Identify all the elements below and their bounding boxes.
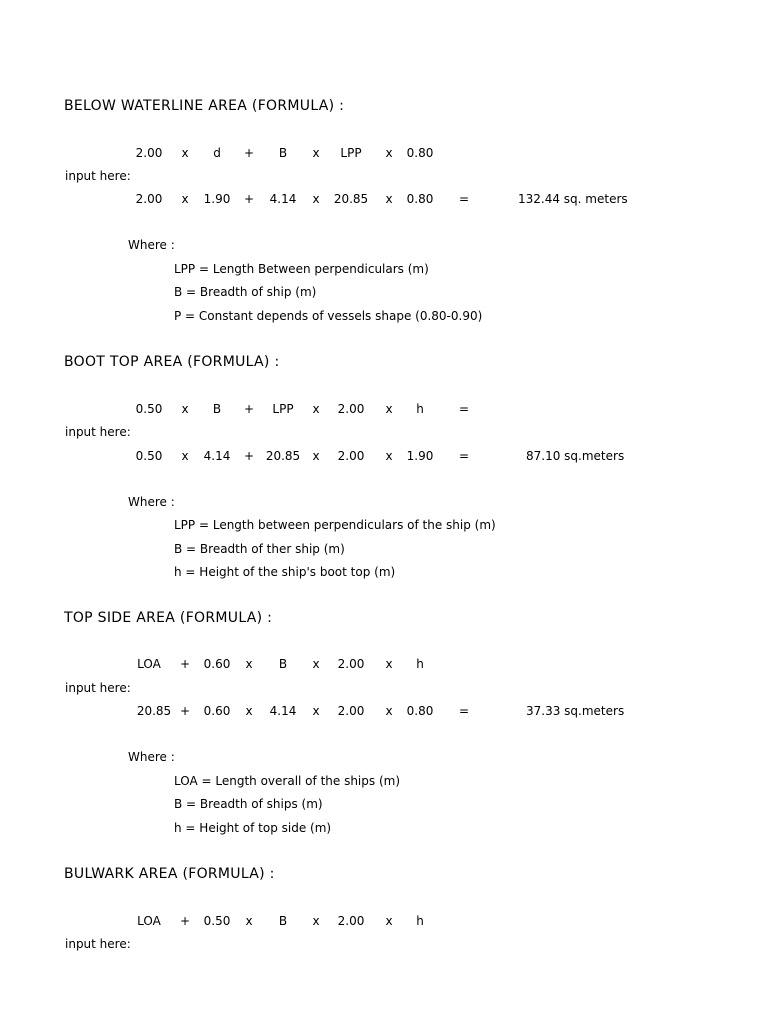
formula-term: h xyxy=(416,402,424,416)
input-value[interactable]: 20.85 xyxy=(265,449,301,463)
where-label: Where : xyxy=(128,238,175,252)
definition-line: B = Breadth of ther ship (m) xyxy=(174,542,345,556)
formula-operator: x xyxy=(385,914,393,928)
formula-operator: + xyxy=(243,146,255,160)
input-value[interactable]: 0.80 xyxy=(406,192,434,206)
input-value[interactable]: 20.85 xyxy=(136,704,172,718)
formula-term: 0.80 xyxy=(406,146,434,160)
equals-sign: = xyxy=(458,192,470,206)
formula-operator: + xyxy=(243,402,255,416)
input-operator: x xyxy=(312,192,320,206)
section-title-boot-top: BOOT TOP AREA (FORMULA) : xyxy=(64,354,280,370)
formula-operator: x xyxy=(385,402,393,416)
input-operator: x xyxy=(385,449,393,463)
equals-sign: = xyxy=(458,402,470,416)
formula-term: d xyxy=(213,146,221,160)
formula-operator: x xyxy=(385,657,393,671)
result-value: 37.33 sq.meters xyxy=(526,704,625,718)
equals-sign: = xyxy=(458,449,470,463)
input-value[interactable]: 2.00 xyxy=(337,449,365,463)
definition-line: B = Breadth of ship (m) xyxy=(174,285,317,299)
formula-term: h xyxy=(416,657,424,671)
input-operator: + xyxy=(243,449,255,463)
formula-term: 2.00 xyxy=(337,914,365,928)
formula-term: B xyxy=(278,914,288,928)
input-operator: x xyxy=(245,704,253,718)
input-value[interactable]: 20.85 xyxy=(333,192,369,206)
input-value[interactable]: 2.00 xyxy=(337,704,365,718)
formula-operator: x xyxy=(312,914,320,928)
where-label: Where : xyxy=(128,750,175,764)
definition-line: h = Height of the ship's boot top (m) xyxy=(174,565,396,579)
definition-line: B = Breadth of ships (m) xyxy=(174,797,323,811)
formula-term: 2.00 xyxy=(337,657,365,671)
input-value[interactable]: 4.14 xyxy=(203,449,231,463)
formula-operator: x xyxy=(245,657,253,671)
formula-term: B xyxy=(278,146,288,160)
input-operator: x xyxy=(181,449,189,463)
definition-line: LPP = Length between perpendiculars of the ship (m) xyxy=(174,518,496,532)
input-value[interactable]: 1.90 xyxy=(406,449,434,463)
input-label: input here: xyxy=(65,937,131,951)
input-operator: x xyxy=(181,192,189,206)
formula-term: 2.00 xyxy=(135,146,163,160)
input-operator: x xyxy=(312,704,320,718)
formula-operator: + xyxy=(179,914,191,928)
input-label: input here: xyxy=(65,169,131,183)
formula-operator: x xyxy=(181,146,189,160)
formula-term: 0.60 xyxy=(203,657,231,671)
formula-term: LPP xyxy=(340,146,362,160)
input-value[interactable]: 0.60 xyxy=(203,704,231,718)
input-operator: x xyxy=(385,192,393,206)
where-label: Where : xyxy=(128,495,175,509)
formula-term: B xyxy=(212,402,222,416)
formula-operator: x xyxy=(312,146,320,160)
input-value[interactable]: 4.14 xyxy=(269,192,297,206)
input-value[interactable]: 4.14 xyxy=(269,704,297,718)
input-value[interactable]: 0.50 xyxy=(135,449,163,463)
input-label: input here: xyxy=(65,425,131,439)
formula-term: 2.00 xyxy=(337,402,365,416)
input-value[interactable]: 2.00 xyxy=(135,192,163,206)
input-operator: x xyxy=(312,449,320,463)
section-title-top-side: TOP SIDE AREA (FORMULA) : xyxy=(64,610,273,626)
equals-sign: = xyxy=(458,704,470,718)
definition-line: h = Height of top side (m) xyxy=(174,821,332,835)
formula-term: 0.50 xyxy=(203,914,231,928)
input-value[interactable]: 1.90 xyxy=(203,192,231,206)
formula-operator: x xyxy=(181,402,189,416)
input-label: input here: xyxy=(65,681,131,695)
input-operator: + xyxy=(179,704,191,718)
formula-operator: x xyxy=(312,657,320,671)
result-value: 87.10 sq.meters xyxy=(526,449,625,463)
section-title-below-waterline: BELOW WATERLINE AREA (FORMULA) : xyxy=(64,98,345,114)
formula-operator: x xyxy=(312,402,320,416)
formula-operator: x xyxy=(385,146,393,160)
result-value: 132.44 sq. meters xyxy=(518,192,628,206)
definition-line: LPP = Length Between perpendiculars (m) xyxy=(174,262,429,276)
formula-operator: + xyxy=(179,657,191,671)
section-title-bulwark: BULWARK AREA (FORMULA) : xyxy=(64,866,275,882)
formula-term: h xyxy=(416,914,424,928)
input-value[interactable]: 0.80 xyxy=(406,704,434,718)
formula-operator: x xyxy=(245,914,253,928)
formula-term: 0.50 xyxy=(135,402,163,416)
definition-line: P = Constant depends of vessels shape (0.80-0.90) xyxy=(174,309,483,323)
formula-term: LOA xyxy=(137,914,161,928)
formula-term: LPP xyxy=(272,402,294,416)
definition-line: LOA = Length overall of the ships (m) xyxy=(174,774,401,788)
formula-term: B xyxy=(278,657,288,671)
formula-term: LOA xyxy=(137,657,161,671)
input-operator: + xyxy=(243,192,255,206)
input-operator: x xyxy=(385,704,393,718)
